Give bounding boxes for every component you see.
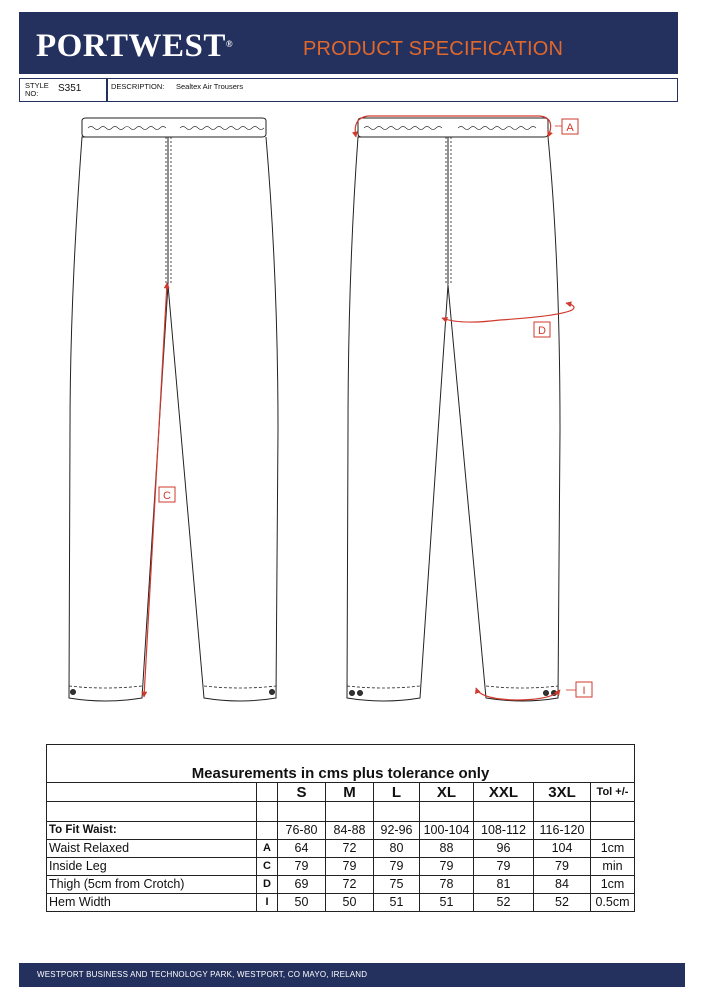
style-label (25, 82, 49, 98)
size-header: S (278, 783, 326, 802)
garment-drawing (0, 110, 703, 710)
row-tolerance: 1cm (591, 840, 635, 858)
row-value: 75 (374, 876, 420, 894)
style-label-line2: NO: (25, 89, 39, 98)
back-waistband (358, 118, 548, 137)
row-code: D (257, 876, 278, 894)
table-row (47, 876, 635, 894)
footer-bar (19, 963, 685, 987)
row-value: 78 (420, 876, 474, 894)
spacer-row (47, 802, 635, 822)
marker-d: D (538, 325, 546, 337)
size-header: XXL (474, 783, 534, 802)
front-right-leg (168, 137, 278, 701)
row-label: Waist Relaxed (47, 840, 257, 858)
back-right-leg (448, 137, 560, 701)
size-header: M (326, 783, 374, 802)
description-label: DESCRIPTION: (111, 82, 165, 91)
size-header-row (47, 783, 635, 802)
table-title: Measurements in cms plus tolerance only (47, 745, 635, 783)
fit-waist-value: 100-104 (420, 822, 474, 840)
row-value: 96 (474, 840, 534, 858)
page-title: PRODUCT SPECIFICATION (303, 38, 564, 60)
row-value: 79 (420, 858, 474, 876)
back-left-leg (347, 137, 448, 701)
fit-waist-value: 108-112 (474, 822, 534, 840)
style-label-line1: STYLE (25, 81, 49, 90)
row-value: 104 (534, 840, 591, 858)
row-value: 72 (326, 840, 374, 858)
row-value: 52 (534, 894, 591, 912)
row-tolerance: 0.5cm (591, 894, 635, 912)
marker-a: A (566, 122, 574, 134)
row-value: 64 (278, 840, 326, 858)
size-header: L (374, 783, 420, 802)
row-code: A (257, 840, 278, 858)
row-label: Inside Leg (47, 858, 257, 876)
size-header: 3XL (534, 783, 591, 802)
row-value: 50 (326, 894, 374, 912)
row-label: Hem Width (47, 894, 257, 912)
row-value: 80 (374, 840, 420, 858)
brand-logo (36, 28, 233, 64)
row-value: 72 (326, 876, 374, 894)
fit-waist-value: 76-80 (278, 822, 326, 840)
fit-waist-label: To Fit Waist: (47, 822, 257, 840)
style-number: S351 (58, 83, 82, 94)
row-value: 51 (374, 894, 420, 912)
info-row (19, 78, 678, 104)
table-row (47, 894, 635, 912)
front-view (69, 118, 278, 701)
fit-waist-row (47, 822, 635, 840)
row-code: I (257, 894, 278, 912)
row-value: 79 (278, 858, 326, 876)
measurement-table (46, 744, 635, 912)
footer-address: WESTPORT BUSINESS AND TECHNOLOGY PARK, WESTPORT, CO MAYO, IRELAND (37, 970, 368, 979)
fit-waist-value: 84-88 (326, 822, 374, 840)
row-value: 79 (326, 858, 374, 876)
registered-mark: ® (225, 39, 234, 49)
row-value: 69 (278, 876, 326, 894)
row-value: 79 (534, 858, 591, 876)
header-bar (19, 12, 678, 74)
fit-waist-value: 92-96 (374, 822, 420, 840)
row-value: 52 (474, 894, 534, 912)
style-box (19, 78, 107, 102)
table-row (47, 858, 635, 876)
row-value: 88 (420, 840, 474, 858)
row-tolerance: min (591, 858, 635, 876)
brand-name: PORTWEST (36, 28, 226, 64)
marker-i: I (582, 685, 586, 697)
row-value: 50 (278, 894, 326, 912)
back-view (347, 118, 560, 701)
row-tolerance: 1cm (591, 876, 635, 894)
size-header: XL (420, 783, 474, 802)
description-value: Sealtex Air Trousers (176, 82, 244, 91)
row-code: C (257, 858, 278, 876)
row-value: 51 (420, 894, 474, 912)
row-value: 79 (374, 858, 420, 876)
row-value: 81 (474, 876, 534, 894)
tolerance-header: Tol +/- (591, 783, 635, 802)
front-left-leg (69, 137, 168, 701)
marker-c: C (163, 490, 171, 502)
row-label: Thigh (5cm from Crotch) (47, 876, 257, 894)
description-box (107, 78, 678, 102)
front-waistband (82, 118, 266, 137)
row-value: 84 (534, 876, 591, 894)
fit-waist-value: 116-120 (534, 822, 591, 840)
table-row (47, 840, 635, 858)
row-value: 79 (474, 858, 534, 876)
